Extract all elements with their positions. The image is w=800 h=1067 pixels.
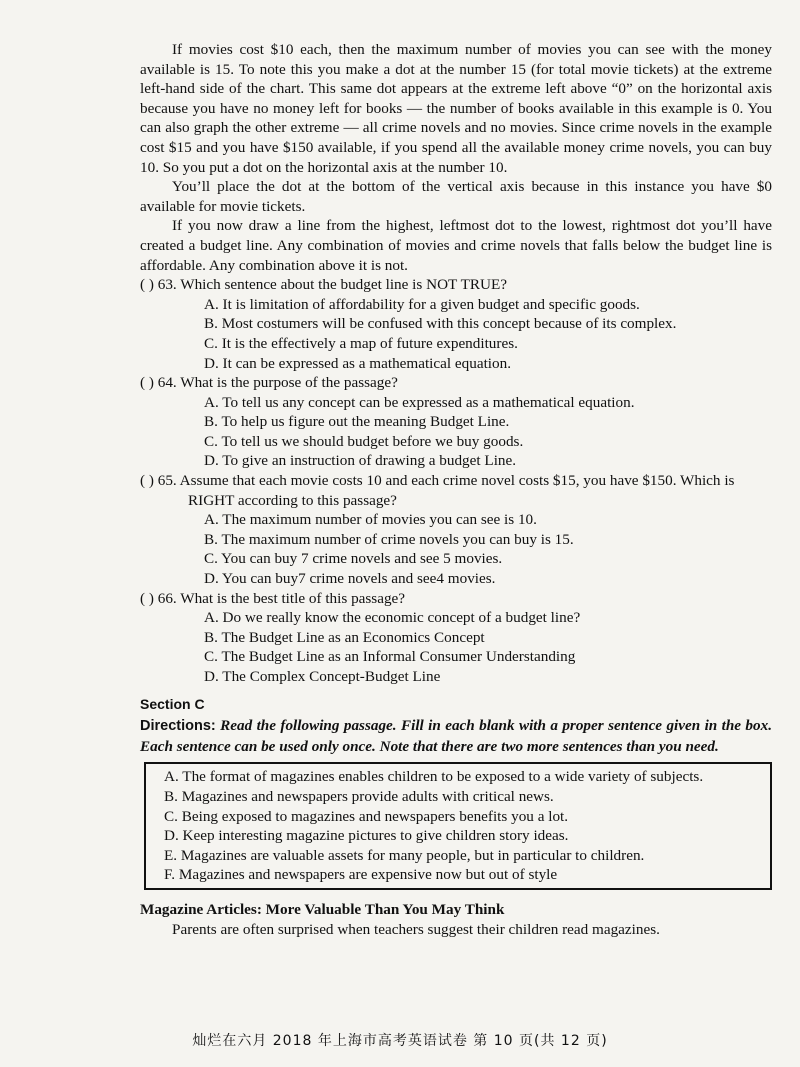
option-c: C. The Budget Line as an Informal Consumer Understanding [204, 648, 576, 666]
option-a: A. Do we really know the economic concept of a budget line? [204, 609, 581, 627]
option-a: A. The maximum number of movies you can see is 10. [204, 511, 537, 529]
question-63 [140, 275, 772, 373]
question-66 [140, 589, 772, 687]
question-text: Assume that each movie costs 10 and each crime novel costs $15, you have $150. Which is RIGHT according to this passage? [179, 472, 735, 509]
option-d: D. It can be expressed as a mathematical equation. [204, 354, 511, 372]
section-c-title: Section C [140, 695, 205, 712]
directions-label: Directions: [140, 718, 216, 735]
option-b: B. To help us figure out the meaning Budget Line. [204, 413, 510, 431]
option-a: A. It is limitation of affordability for a given budget and specific goods. [204, 295, 640, 313]
intro-paragraph-3: If you now draw a line from the highest, leftmost dot to the lowest, rightmost dot you’ll have created a budget line. Any combination of movies and crime novels that falls below the budget line is affordable. Any combination above it is not. [140, 217, 772, 274]
question-stem [140, 471, 772, 510]
option-c: C. To tell us we should budget before we buy goods. [204, 432, 524, 450]
option-d: D. You can buy7 crime novels and see4 movies. [204, 570, 496, 588]
answer-paren[interactable]: ( ) [140, 589, 154, 607]
box-item-e: E. Magazines are valuable assets for many people, but in particular to children. [164, 846, 645, 864]
option-d: D. To give an instruction of drawing a budget Line. [204, 452, 517, 470]
answer-paren[interactable]: ( ) [140, 276, 154, 294]
article-first-sentence: Parents are often surprised when teachers suggest their children read magazines. [172, 920, 660, 938]
article-title: Magazine Articles: More Valuable Than You May Think [140, 900, 505, 918]
question-text: What is the purpose of the passage? [180, 374, 398, 392]
option-b: B. Most costumers will be confused with this concept because of its complex. [204, 315, 677, 333]
intro-paragraph-2: You’ll place the dot at the bottom of the vertical axis because in this instance you have $0 available for movie tickets. [140, 178, 772, 215]
option-b: B. The maximum number of crime novels you can buy is 15. [204, 530, 574, 548]
box-item-d: D. Keep interesting magazine pictures to give children story ideas. [164, 827, 569, 845]
box-item-f: F. Magazines and newspapers are expensive now but out of style [164, 866, 558, 884]
intro-paragraph-1: If movies cost $10 each, then the maximum number of movies you can see with the money available is 15. To note this you make a dot at the number 15 (for total movie tickets) at the extreme left-hand side of the chart. This same dot appears at the extreme left above “0” on the horizontal axis because you have no money left for books — the number of books available in this example is 0. You can also graph the other extreme — all crime novels and no movies. Since crime novels in the example cost $15 and you have $150 available, if you spend all the available money crime novels, you can buy 10. So you put a dot on the horizontal axis at the number 10. [140, 41, 772, 176]
question-stem [140, 275, 772, 295]
question-text: Which sentence about the budget line is NOT TRUE? [180, 276, 507, 294]
answer-paren[interactable]: ( ) [140, 472, 154, 490]
question-text: What is the best title of this passage? [180, 589, 406, 607]
question-number: 64. [157, 374, 177, 392]
box-item-c: C. Being exposed to magazines and newspapers benefits you a lot. [164, 807, 569, 825]
question-number: 66. [157, 589, 177, 607]
question-number: 63. [157, 276, 177, 294]
box-item-a: A. The format of magazines enables children to be exposed to a wide variety of subjects. [164, 768, 704, 786]
directions-text: Read the following passage. Fill in each blank with a proper sentence given in the box. Each sentence can be used only once. Note that there are two more sentences than you need. [140, 717, 773, 755]
option-b: B. The Budget Line as an Economics Concept [204, 628, 485, 646]
question-65 [140, 471, 772, 589]
directions [140, 716, 772, 756]
box-item-b: B. Magazines and newspapers provide adults with critical news. [164, 787, 554, 805]
question-stem [140, 373, 772, 393]
page-content [140, 40, 772, 939]
sentence-box [144, 762, 772, 890]
question-stem [140, 589, 772, 609]
option-a: A. To tell us any concept can be expressed as a mathematical equation. [204, 393, 635, 411]
option-d: D. The Complex Concept-Budget Line [204, 668, 441, 685]
option-c: C. It is the effectively a map of future expenditures. [204, 334, 518, 352]
answer-paren[interactable]: ( ) [140, 374, 154, 392]
option-c: C. You can buy 7 crime novels and see 5 movies. [204, 550, 503, 568]
question-64 [140, 373, 772, 471]
page-footer: 灿烂在六月 2018 年上海市高考英语试卷 第 10 页(共 12 页) [192, 1033, 608, 1049]
question-number: 65. [157, 472, 177, 490]
